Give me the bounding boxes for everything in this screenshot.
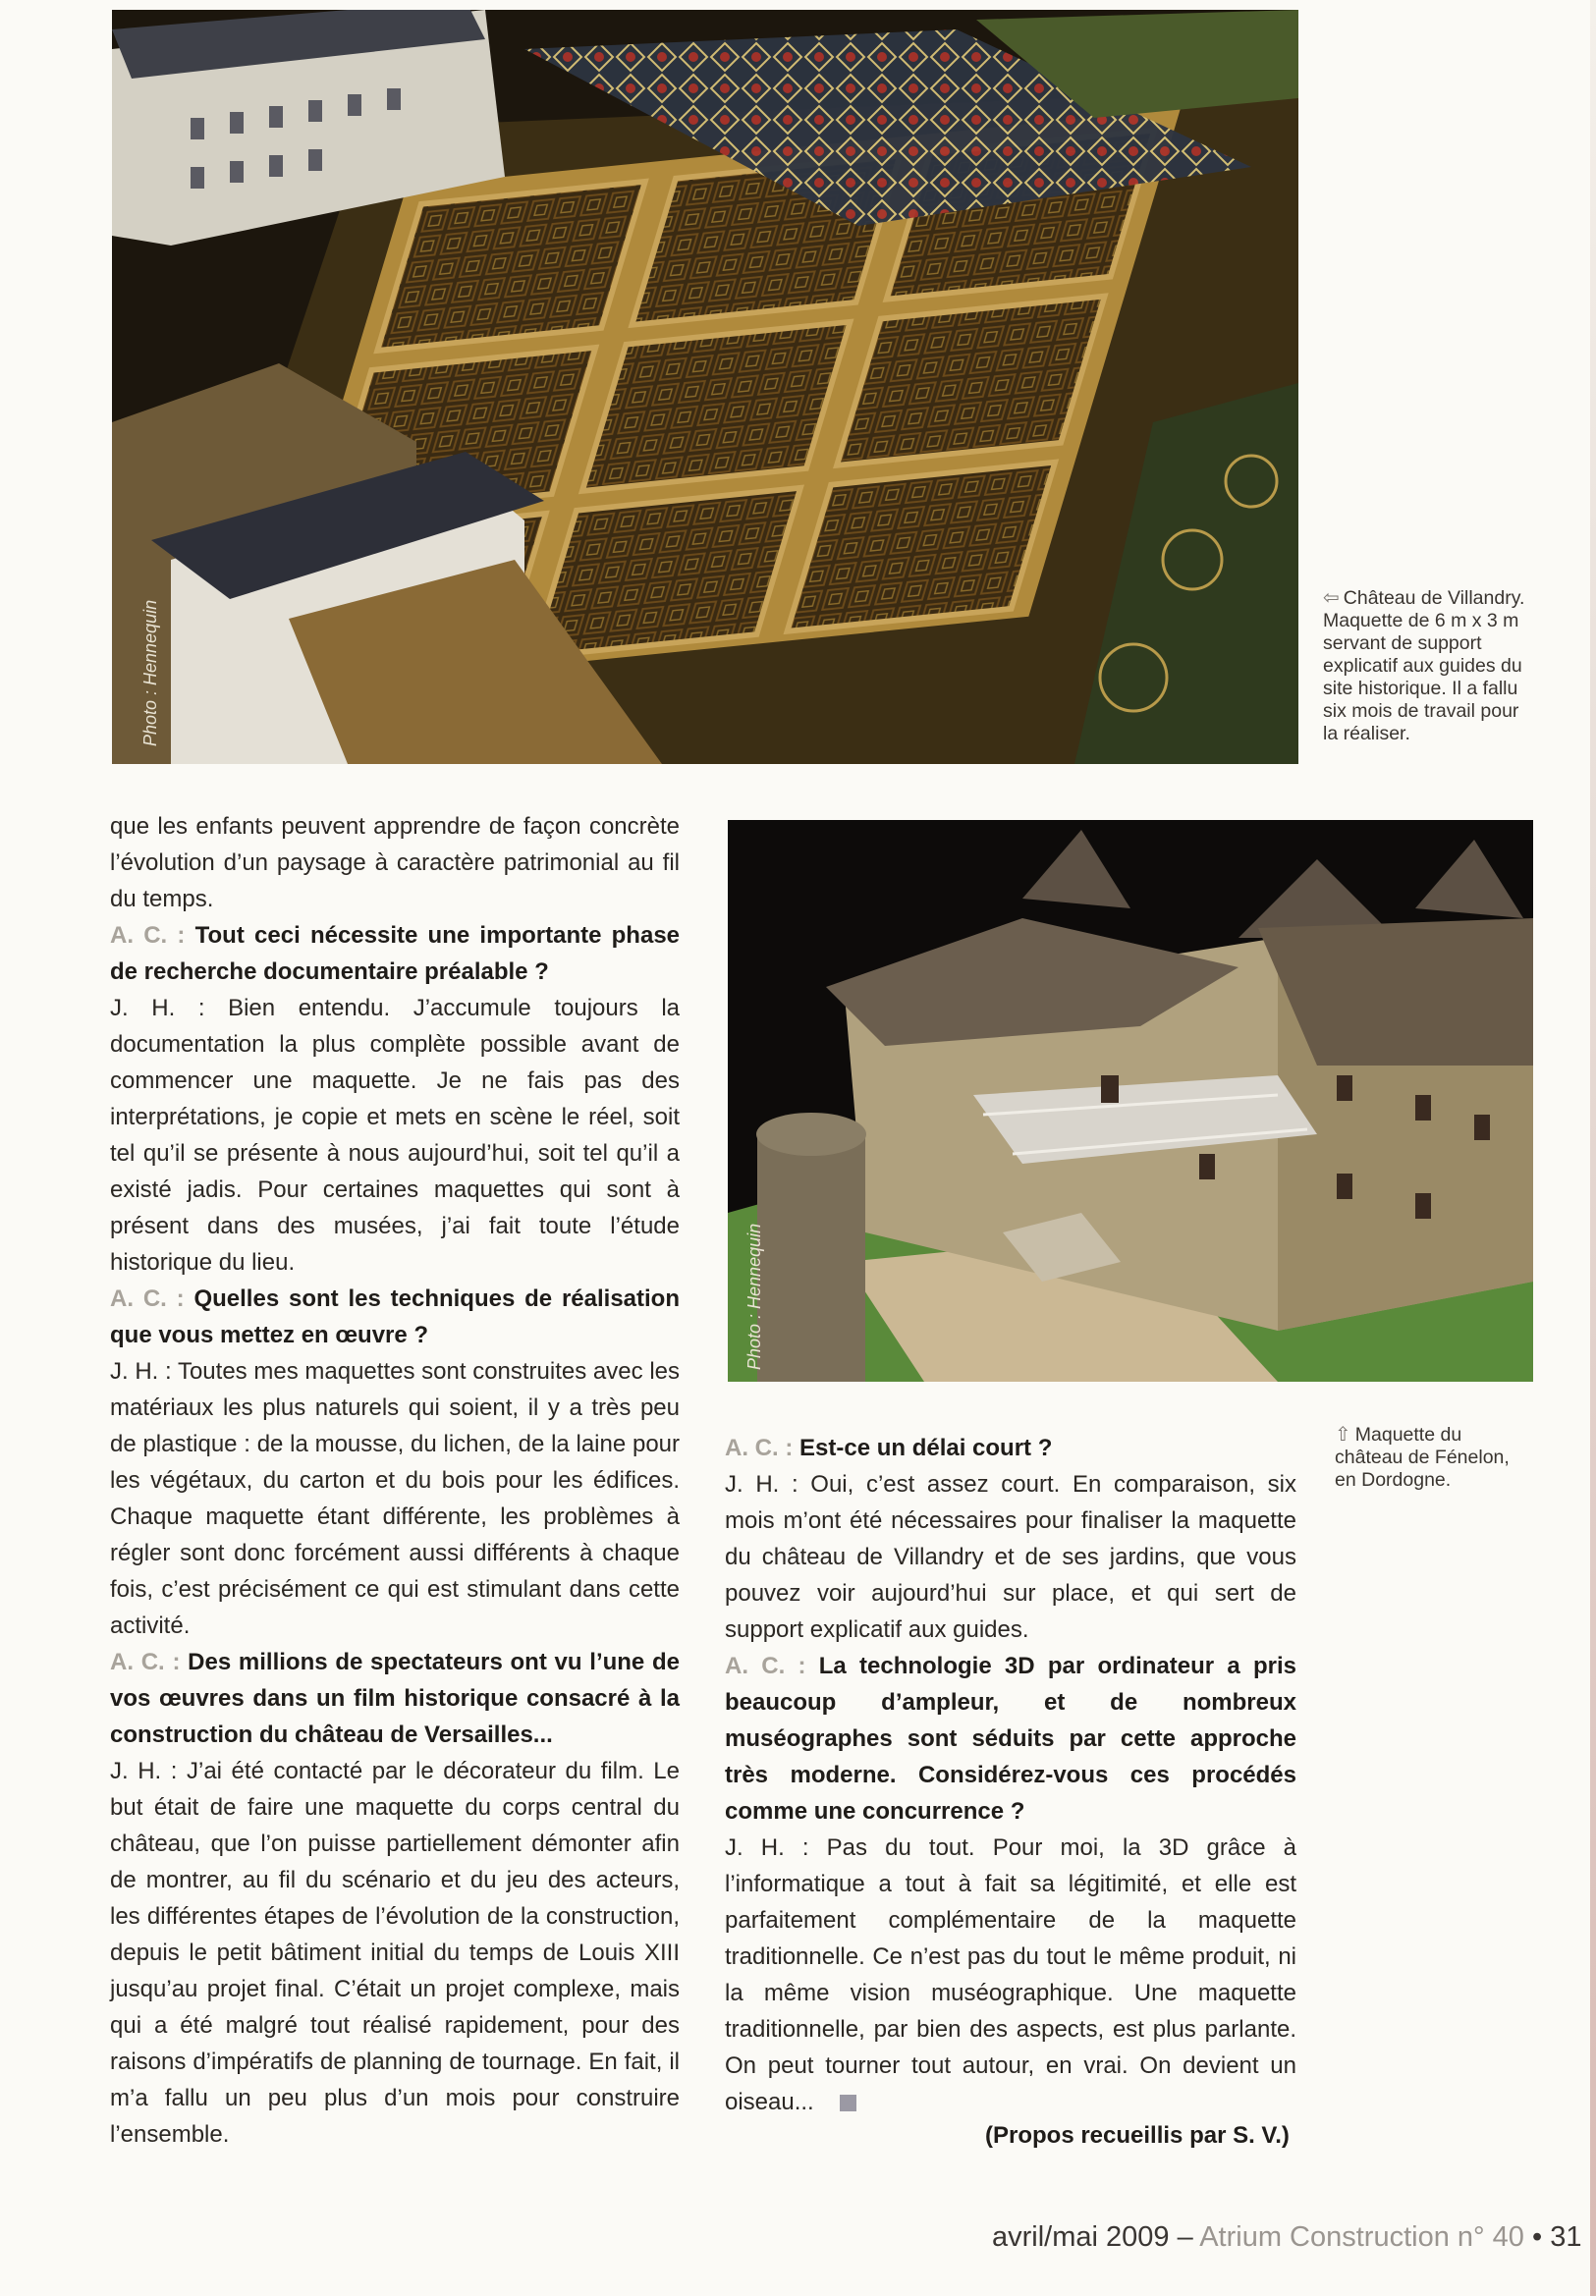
answer: J. H. : Oui, c’est assez court. En comparaison, six mois m’ont été nécessaires pour finaliser la maquette du château de Villandry et de ses jardins, que vous pouvez voir aujourd’hui sur place, et qui sert de support explicatif aux guides. bbox=[725, 1471, 1296, 1643]
interviewer-marker: A. C. : bbox=[110, 1649, 181, 1675]
interviewer-marker: A. C. : bbox=[725, 1653, 806, 1679]
question-text: Est-ce un délai court ? bbox=[799, 1435, 1053, 1461]
page-footer bbox=[992, 2221, 1581, 2254]
photo1-credit: Photo : Hennequin bbox=[140, 599, 160, 746]
photo1-caption-text: Château de Villandry. Maquette de 6 m x 3 m servant de support explicatif aux guides du site historique. Il a fallu six mois de travail pour la réaliser. bbox=[1323, 587, 1525, 744]
photo2-credit: Photo : Hennequin bbox=[744, 1223, 764, 1370]
question-text: Des millions de spectateurs ont vu l’une de vos œuvres dans un film historique consacré à la construction du château de Versailles... bbox=[110, 1649, 681, 1748]
answer: J. H. : Toutes mes maquettes sont construites avec les matériaux les plus naturels qui soient, il y a très peu de plastique : de la mousse, du lichen, de la laine pour les végétaux, du carton et du bois pour les édifices. Chaque maquette étant différente, les problèmes à régler sont donc forcément aussi différents à chaque fois, c’est précisément ce qui est stimulant dans cette activité. bbox=[110, 1358, 680, 1639]
question bbox=[725, 1430, 1296, 1466]
question bbox=[725, 1648, 1296, 1830]
question bbox=[110, 1281, 680, 1353]
question-text: Quelles sont les techniques de réalisation que vous mettez en œuvre ? bbox=[110, 1285, 681, 1348]
interviewer-marker: A. C. : bbox=[110, 1285, 185, 1312]
arrow-left-icon: ⇦ bbox=[1323, 587, 1340, 609]
paragraph: que les enfants peuvent apprendre de façon concrète l’évolution d’un paysage à caractère patrimonial au fil du temps. bbox=[110, 813, 680, 912]
question-text: La technologie 3D par ordinateur a pris beaucoup d’ampleur, et de nombreux muséographes sont séduits par cette approche très moderne. Considérez-vous ces procédés comme une concurrence ? bbox=[725, 1653, 1296, 1825]
answer-text: J. H. : Pas du tout. Pour moi, la 3D grâce à l’informatique a tout à fait sa légitimité, et elle est parfaitement complémentaire de la maquette traditionnelle. Ce n’est pas du tout le même produit, ni la même vision muséographique. Une maquette traditionnelle, par bien des aspects, est plus parlante. On peut tourner tout autour, en vrai. On devient un oiseau... bbox=[725, 1834, 1296, 2115]
question-text: Tout ceci nécessite une importante phase de recherche documentaire préalable ? bbox=[110, 922, 681, 985]
page-edge bbox=[1590, 0, 1596, 2296]
footer-publication: Atrium Construction n° 40 bbox=[1199, 2221, 1524, 2253]
question bbox=[110, 1644, 680, 1753]
page-number: 31 bbox=[1550, 2221, 1582, 2253]
footer-date: avril/mai 2009 – bbox=[992, 2221, 1193, 2253]
signature: (Propos recueillis par S. V.) bbox=[985, 2122, 1290, 2149]
interviewer-marker: A. C. : bbox=[725, 1435, 794, 1461]
right-column bbox=[725, 1430, 1296, 2120]
answer: J. H. : Bien entendu. J’accumule toujours la documentation la plus complète possible avant de commencer une maquette. Je ne fais pas des interprétations, je copie et mets en scène le réel, soit tel qu’il se présente à nous aujourd’hui, soit tel qu’il a existé jadis. Pour certaines maquettes qui sont à présent dans des musées, j’ai fait toute l’étude historique du lieu. bbox=[110, 995, 680, 1276]
villandry-photo bbox=[112, 10, 1298, 764]
interviewer-marker: A. C. : bbox=[110, 922, 186, 949]
photo1-caption bbox=[1323, 587, 1529, 745]
question bbox=[110, 917, 680, 990]
end-of-article-square-icon bbox=[840, 2095, 856, 2111]
arrow-up-icon: ⇧ bbox=[1335, 1424, 1351, 1446]
footer-separator: • bbox=[1532, 2221, 1543, 2253]
photo2-caption-text: Maquette du château de Fénelon, en Dordogne. bbox=[1335, 1424, 1510, 1491]
left-column bbox=[110, 808, 680, 2153]
photo2-caption bbox=[1335, 1424, 1531, 1492]
answer bbox=[725, 1830, 1296, 2120]
answer: J. H. : J’ai été contacté par le décorateur du film. Le but était de faire une maquette du corps central du château, que l’on puisse partiellement démonter afin de montrer, au fil du scénario et du jeu des acteurs, les différentes étapes de l’évolution de la construction, depuis le petit bâtiment initial du temps de Louis XIII jusqu’au projet final. C’était un projet complexe, mais qui a été malgré tout réalisé rapidement, pour des raisons d’impératifs de planning de tournage. En fait, il m’a fallu un peu plus d’un mois pour construire l’ensemble. bbox=[110, 1758, 680, 2148]
fenelon-photo bbox=[728, 820, 1533, 1382]
